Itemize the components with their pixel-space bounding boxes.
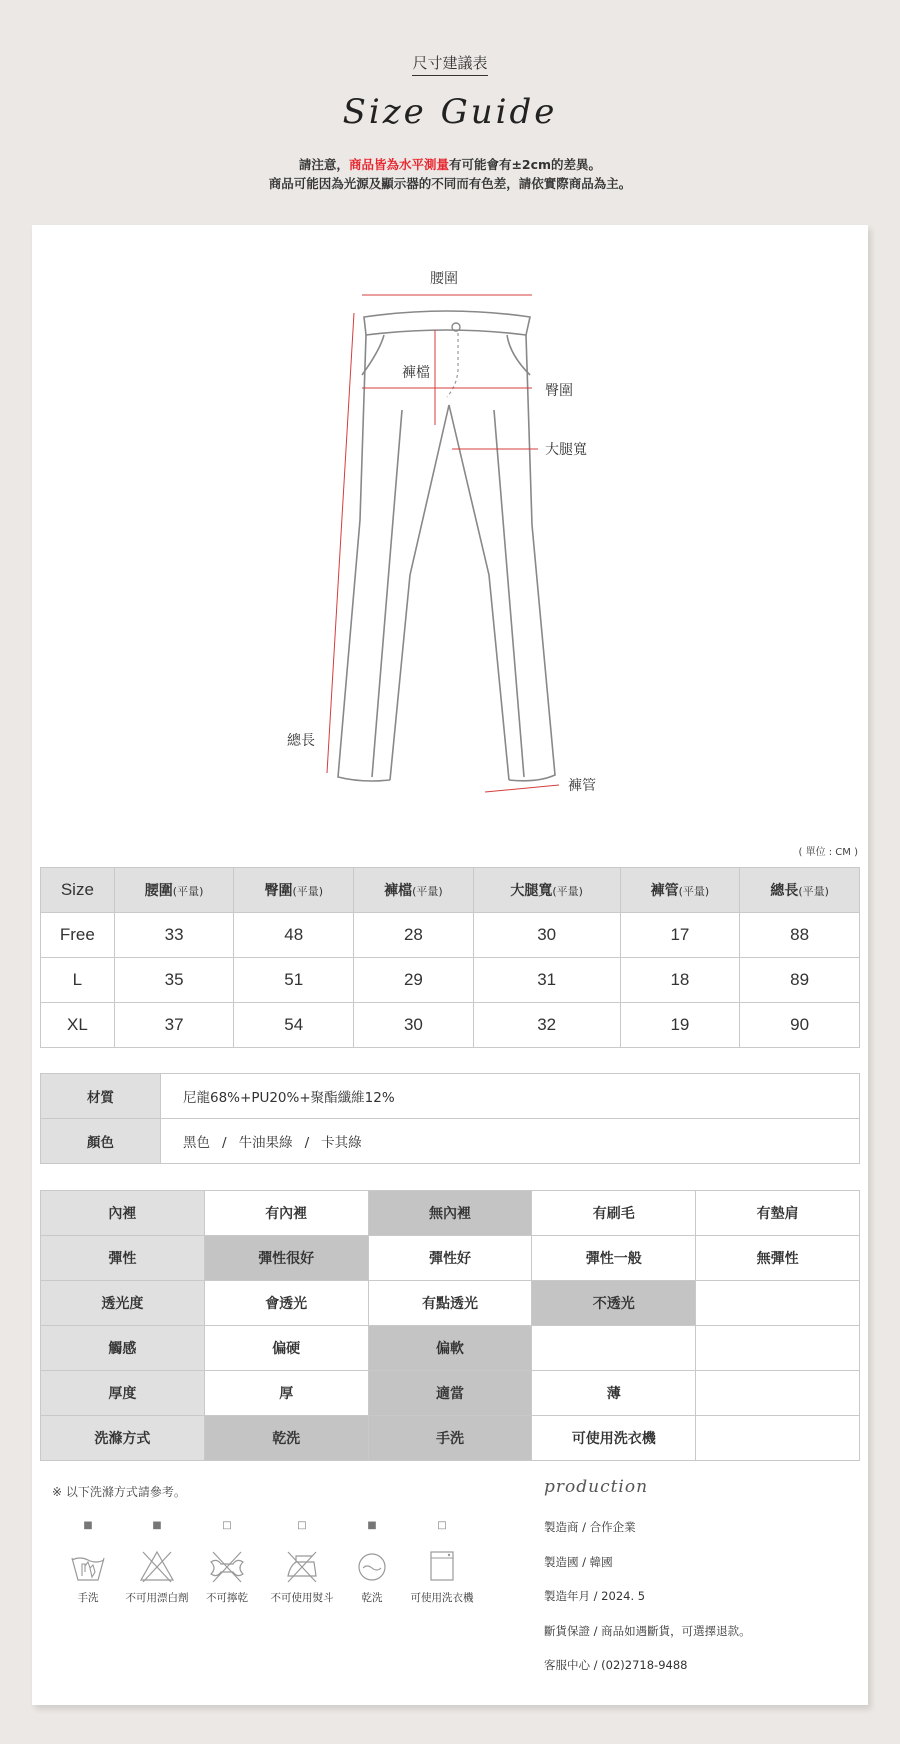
label-hip: 臀圍 [545, 383, 573, 399]
header-hem [620, 868, 740, 913]
color-label: 顏色 [41, 1119, 161, 1164]
wash-item-no-iron [262, 1520, 342, 1605]
washing-machine-icon [402, 1546, 482, 1586]
table-cell: 31 [473, 958, 620, 1003]
feature-option-selected: 適當 [368, 1371, 532, 1416]
table-cell: 19 [620, 1003, 740, 1048]
table-cell: 33 [114, 913, 234, 958]
table-cell: 30 [473, 913, 620, 958]
feature-option-selected: 乾洗 [204, 1416, 368, 1461]
header-suffix: (平量) [678, 885, 710, 898]
header-label: 腰圍 [144, 883, 173, 899]
measurement-note-line2: 商品可能因為光源及顯示器的不同而有色差，請依實際商品為主。 [268, 176, 632, 191]
checked-mark: ■ [152, 1520, 162, 1531]
feature-row-lining [41, 1191, 860, 1236]
label-thigh: 大腿寬 [545, 442, 587, 458]
table-cell: 35 [114, 958, 234, 1003]
header-label: 褲檔 [384, 883, 413, 899]
color-option: 黑色 [183, 1135, 210, 1151]
wash-item-washing-machine [402, 1520, 482, 1605]
feature-row-transparency [41, 1281, 860, 1326]
production-date: 製造年月 / 2024. 5 [544, 1589, 646, 1603]
wash-label: 乾洗 [361, 1592, 383, 1604]
label-hem: 褲管 [568, 778, 596, 794]
material-label: 材質 [41, 1074, 161, 1119]
feature-label: 彈性 [41, 1236, 205, 1281]
dry-clean-icon [332, 1546, 412, 1586]
wash-item-no-wring [187, 1520, 267, 1605]
feature-option: 可使用洗衣機 [532, 1416, 696, 1461]
note-text-a: 請注意， [298, 157, 349, 172]
label-length: 總長 [287, 733, 315, 749]
table-cell: 30 [354, 1003, 474, 1048]
table-cell: 48 [234, 913, 354, 958]
color-value [161, 1119, 860, 1164]
size-guide-card [32, 225, 868, 1705]
measurement-note-line1 [0, 155, 900, 174]
feature-option-selected: 彈性很好 [204, 1236, 368, 1281]
wash-item-hand-wash [48, 1520, 128, 1605]
table-cell: 90 [740, 1003, 860, 1048]
feature-label: 觸感 [41, 1326, 205, 1371]
feature-row-elasticity [41, 1236, 860, 1281]
header-rise [354, 868, 474, 913]
note-text-b: 有可能會有±2cm的差異。 [448, 157, 602, 172]
material-table [40, 1073, 860, 1164]
header-length [740, 868, 860, 913]
feature-option: 無彈性 [696, 1236, 860, 1281]
wash-label: 可使用洗衣機 [410, 1592, 474, 1604]
feature-option: 彈性好 [368, 1236, 532, 1281]
header-label: 大腿寬 [510, 883, 553, 899]
unit-label: ( 單位 : CM ) [798, 847, 858, 858]
feature-option: 偏硬 [204, 1326, 368, 1371]
feature-option: 彈性一般 [532, 1236, 696, 1281]
feature-option [696, 1281, 860, 1326]
feature-option [532, 1326, 696, 1371]
production-country: 製造國 / 韓國 [544, 1555, 613, 1569]
label-rise: 褲檔 [402, 365, 430, 381]
production-manufacturer: 製造商 / 合作企業 [544, 1520, 636, 1534]
header-label: 褲管 [650, 883, 679, 899]
material-row [41, 1074, 860, 1119]
table-cell: 37 [114, 1003, 234, 1048]
production-service-center: 客服中心 / (02)2718-9488 [544, 1658, 688, 1672]
unchecked-mark: □ [222, 1520, 232, 1531]
size-guide-zh-title [0, 52, 900, 73]
table-cell: 18 [620, 958, 740, 1003]
note-text-highlight: 商品皆為水平測量 [348, 157, 449, 172]
header-suffix: (平量) [292, 885, 324, 898]
feature-label: 厚度 [41, 1371, 205, 1416]
color-option: 牛油果綠 [238, 1135, 293, 1151]
header-hip [234, 868, 354, 913]
feature-option: 會透光 [204, 1281, 368, 1326]
feature-row-thickness [41, 1371, 860, 1416]
feature-option-selected: 偏軟 [368, 1326, 532, 1371]
wash-item-dry-clean [332, 1520, 412, 1605]
header-waist [114, 868, 234, 913]
header-suffix: (平量) [552, 885, 583, 898]
header-suffix: (平量) [412, 885, 443, 898]
table-row [41, 1003, 860, 1048]
table-row [41, 913, 860, 958]
feature-option-selected: 手洗 [368, 1416, 532, 1461]
table-cell: XL [41, 1003, 115, 1048]
feature-option [696, 1326, 860, 1371]
header-size: Size [41, 868, 115, 913]
no-bleach-icon [117, 1546, 197, 1586]
header-label: 總長 [770, 883, 799, 899]
header-suffix: (平量) [798, 885, 829, 898]
table-cell: 89 [740, 958, 860, 1003]
table-cell: 54 [234, 1003, 354, 1048]
table-cell: 32 [473, 1003, 620, 1048]
wash-label: 手洗 [77, 1592, 99, 1604]
unchecked-mark: □ [297, 1520, 307, 1531]
color-row [41, 1119, 860, 1164]
measurement-note [0, 155, 900, 193]
table-cell: 28 [354, 913, 474, 958]
feature-option: 有點透光 [368, 1281, 532, 1326]
size-table [40, 867, 860, 1048]
material-value: 尼龍68%+PU20%+聚酯纖維12% [161, 1074, 860, 1119]
size-guide-title: Size Guide [342, 92, 558, 132]
pants-drawing [32, 225, 868, 845]
hand-wash-icon [48, 1546, 128, 1586]
table-row [41, 958, 860, 1003]
color-separator: / [304, 1135, 310, 1151]
feature-option-selected: 不透光 [532, 1281, 696, 1326]
features-table [40, 1190, 860, 1461]
color-separator: / [222, 1135, 227, 1151]
table-cell: 29 [354, 958, 474, 1003]
feature-option [696, 1371, 860, 1416]
size-guide-zh-title-text: 尺寸建議表 [412, 54, 487, 76]
header-suffix: (平量) [172, 885, 204, 898]
feature-option: 有刷毛 [532, 1191, 696, 1236]
feature-label: 透光度 [41, 1281, 205, 1326]
production-title: production [544, 1477, 649, 1497]
feature-label: 內裡 [41, 1191, 205, 1236]
checked-mark: ■ [83, 1520, 93, 1531]
feature-option: 薄 [532, 1371, 696, 1416]
washing-note: ※ 以下洗滌方式請參考。 [52, 1485, 186, 1499]
wash-label: 不可用漂白劑 [125, 1592, 189, 1604]
no-iron-icon [262, 1546, 342, 1586]
label-waist: 腰圍 [430, 271, 458, 287]
no-wring-icon [187, 1546, 267, 1586]
feature-row-touch [41, 1326, 860, 1371]
size-table-header [41, 868, 860, 913]
table-cell: Free [41, 913, 115, 958]
feature-option: 有內裡 [204, 1191, 368, 1236]
feature-option: 厚 [204, 1371, 368, 1416]
header-thigh [473, 868, 620, 913]
table-cell: 17 [620, 913, 740, 958]
unchecked-mark: □ [437, 1520, 447, 1531]
table-cell: 88 [740, 913, 860, 958]
pants-diagram [32, 225, 868, 845]
checked-mark: ■ [367, 1520, 377, 1531]
feature-label: 洗滌方式 [41, 1416, 205, 1461]
wash-label: 不可擰乾 [206, 1592, 248, 1604]
production-stock-guarantee: 斷貨保證 / 商品如遇斷貨，可選擇退款。 [544, 1624, 751, 1638]
wash-item-no-bleach [117, 1520, 197, 1605]
table-cell: 51 [234, 958, 354, 1003]
feature-row-washing [41, 1416, 860, 1461]
color-option: 卡其綠 [321, 1135, 362, 1151]
wash-label: 不可使用熨斗 [270, 1592, 334, 1604]
feature-option [696, 1416, 860, 1461]
feature-option-selected: 無內裡 [368, 1191, 532, 1236]
feature-option: 有墊肩 [696, 1191, 860, 1236]
header-label: 臀圍 [264, 883, 293, 899]
table-cell: L [41, 958, 115, 1003]
